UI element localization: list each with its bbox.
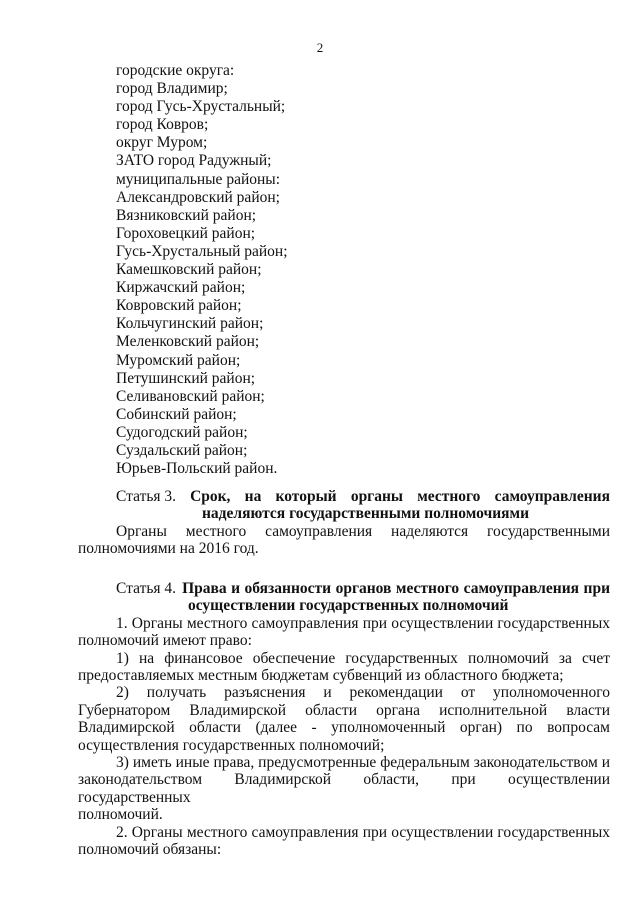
paragraph-line: 1. Органы местного самоуправления при осуществлении государственных: [116, 614, 610, 632]
list-item: Ковровский район;: [116, 297, 242, 315]
paragraph-line: Губернатором Владимирской области органа исполнительной власти: [78, 701, 610, 719]
article-3-heading: [78, 488, 610, 505]
list-item: Вязниковский район;: [116, 206, 257, 224]
list-item: Юрьев-Польский район.: [116, 460, 278, 478]
article-4-label: Статья 4.: [116, 580, 177, 597]
list-item: Киржачский район;: [116, 279, 246, 297]
list-item: Александровский район;: [116, 188, 280, 206]
list-item: Гороховецкий район;: [116, 224, 256, 242]
list-item: город Гусь-Хрустальный;: [116, 98, 286, 116]
district-list: [116, 62, 288, 478]
list-item: Судогодский район;: [116, 423, 248, 441]
list-item: городские округа:: [116, 62, 235, 79]
paragraph-line: полномочий имеют право:: [78, 632, 252, 650]
paragraph-line: полномочий обязаны:: [78, 841, 222, 859]
article-3-title-line1: Срок, на который органы местного самоуправления: [190, 488, 610, 505]
paragraph-line: законодательством Владимирской области, при осуществлении государственных: [78, 771, 610, 806]
list-item: Муромский район;: [116, 351, 241, 369]
list-item: Гусь-Хрустальный район;: [116, 242, 288, 260]
list-item: округ Муром;: [116, 134, 208, 152]
list-item: ЗАТО город Радужный;: [116, 152, 272, 170]
list-item: Петушинский район;: [116, 369, 256, 387]
article-3-body-line1: Органы местного самоуправления наделяются государственными: [116, 522, 610, 540]
article-3-body-line2: полномочиями на 2016 год.: [78, 540, 259, 558]
list-item: город Ковров;: [116, 116, 209, 134]
list-item: муниципальные районы:: [116, 170, 281, 188]
article-3: [78, 488, 610, 558]
list-item: Кольчугинский район;: [116, 315, 264, 333]
article-4-title-line2: осуществлении государственных полномочий: [188, 597, 509, 615]
paragraph-line: Владимирской области (далее - уполномоченный орган) по вопросам: [78, 719, 610, 737]
article-4-heading: [78, 580, 610, 597]
list-item: Суздальский район;: [116, 441, 248, 459]
article-3-label: Статья 3.: [116, 488, 177, 505]
article-4-title-line1: Права и обязанности органов местного самоуправления при: [182, 580, 610, 597]
list-item: Собинский район;: [116, 405, 237, 423]
paragraph-line: 1) на финансовое обеспечение государственных полномочий за счет: [116, 649, 610, 667]
paragraph-line: 2) получать разъяснения и рекомендации от уполномоченного: [116, 684, 610, 702]
page-number: 2: [316, 40, 324, 55]
paragraph-line: 2. Органы местного самоуправления при осуществлении государственных: [116, 823, 610, 841]
list-item: город Владимир;: [116, 80, 228, 98]
paragraph-line: осуществления государственных полномочий;: [78, 736, 385, 754]
list-item: Меленковский район;: [116, 333, 260, 351]
article-4: [78, 580, 610, 859]
paragraph-line: 3) иметь иные права, предусмотренные федеральным законодательством и: [116, 754, 610, 772]
paragraph-line: полномочий.: [78, 806, 163, 824]
list-item: Селивановский район;: [116, 387, 265, 405]
article-3-title-line2: наделяются государственными полномочиями: [202, 505, 530, 523]
article-4-body: [78, 615, 610, 859]
paragraph-line: предоставляемых местным бюджетам субвенций из областного бюджета;: [78, 667, 564, 685]
list-item: Камешковский район;: [116, 261, 262, 279]
